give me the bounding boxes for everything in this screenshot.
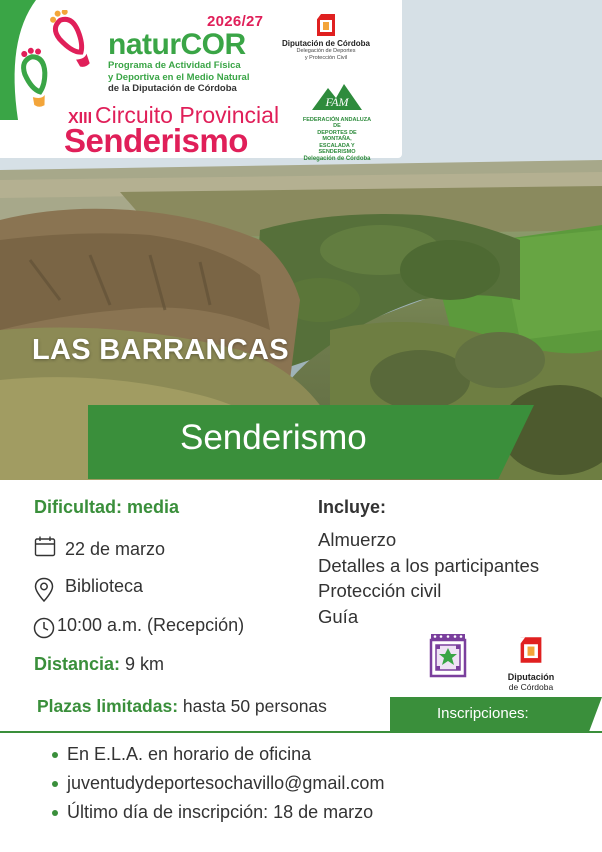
- includes-item: Almuerzo: [318, 529, 397, 550]
- diputacion-logo-bottom: [500, 635, 562, 692]
- diputacion-emblem-icon: [516, 635, 546, 665]
- fam-mountain-icon: [310, 80, 364, 112]
- brand-subtitle-line3: de la Diputación de Córdoba: [108, 83, 237, 94]
- includes-list: [318, 527, 539, 629]
- registration-item-deadline: Último día de inscripción: 18 de marzo: [52, 798, 384, 827]
- distance-value: 9 km: [125, 654, 165, 674]
- registration-item-office: En E.L.A. en horario de oficina: [52, 740, 384, 769]
- diputacion-emblem-icon: [313, 12, 339, 38]
- registration-list: [52, 740, 384, 827]
- includes-item: Detalles a los participantes: [318, 554, 540, 576]
- fam-letters: FAM: [325, 95, 349, 109]
- spots-value: hasta 50 personas: [182, 696, 327, 716]
- difficulty: [34, 497, 179, 518]
- brand-name: naturCOR: [108, 28, 246, 61]
- activity-title: Senderismo: [180, 418, 367, 457]
- diputacion-logo-top: [276, 12, 376, 61]
- event-date: 22 de marzo: [65, 539, 166, 559]
- footprints-icon: [14, 10, 106, 110]
- brand-subtitle: [108, 60, 249, 83]
- registration-title: Inscripciones:: [437, 705, 529, 722]
- limited-spots: [37, 696, 327, 717]
- clock-icon: [33, 617, 55, 639]
- spots-label: Plazas limitadas:: [37, 696, 179, 716]
- fam-logo: [302, 80, 372, 162]
- municipal-shield-icon: [427, 632, 469, 680]
- section-divider: [0, 731, 602, 733]
- circuit-label-text: Circuito Provincial: [95, 102, 280, 128]
- diputacion-bottom-line1: Diputación: [507, 672, 555, 682]
- header-panel: [0, 0, 402, 163]
- circuit-title: Senderismo: [64, 122, 248, 159]
- difficulty-label: Dificultad:: [34, 497, 122, 517]
- fam-line1: FEDERACIÓN ANDALUZA DE: [302, 117, 372, 130]
- diputacion-dept-line2: y Protección Civil: [304, 54, 348, 61]
- diputacion-dept-line1: Delegación de Deportes: [296, 48, 356, 54]
- includes-item: Protección civil: [318, 580, 442, 601]
- event-location: Biblioteca: [65, 576, 144, 596]
- brand-subtitle-line1: Programa de Actividad Física: [108, 60, 241, 71]
- circuit-number: XIII: [68, 110, 93, 127]
- distance-label: Distancia:: [34, 654, 121, 674]
- calendar-icon: [34, 535, 56, 557]
- diputacion-name: Diputación de Córdoba: [282, 39, 370, 48]
- includes-title: Incluye:: [318, 497, 387, 517]
- includes-item: Guía: [318, 605, 359, 627]
- distance: [34, 654, 164, 675]
- fam-line2: DEPORTES DE MONTAÑA,: [317, 129, 357, 143]
- registration-item-email[interactable]: juventudydeportesochavillo@gmail.com: [52, 769, 384, 798]
- diputacion-bottom-line2: de Córdoba: [508, 682, 554, 692]
- event-time: 10:00 a.m. (Recepción): [57, 615, 245, 635]
- difficulty-value: media: [127, 497, 180, 517]
- program-year: 2026/27: [207, 13, 264, 30]
- map-pin-icon: [34, 577, 54, 603]
- place-title: LAS BARRANCAS: [32, 334, 289, 366]
- fam-delegation: Delegación de Córdoba: [303, 156, 371, 163]
- brand-subtitle-line2: y Deportiva en el Medio Natural: [108, 71, 250, 83]
- fam-line3: ESCALADA Y SENDERISMO: [318, 142, 356, 156]
